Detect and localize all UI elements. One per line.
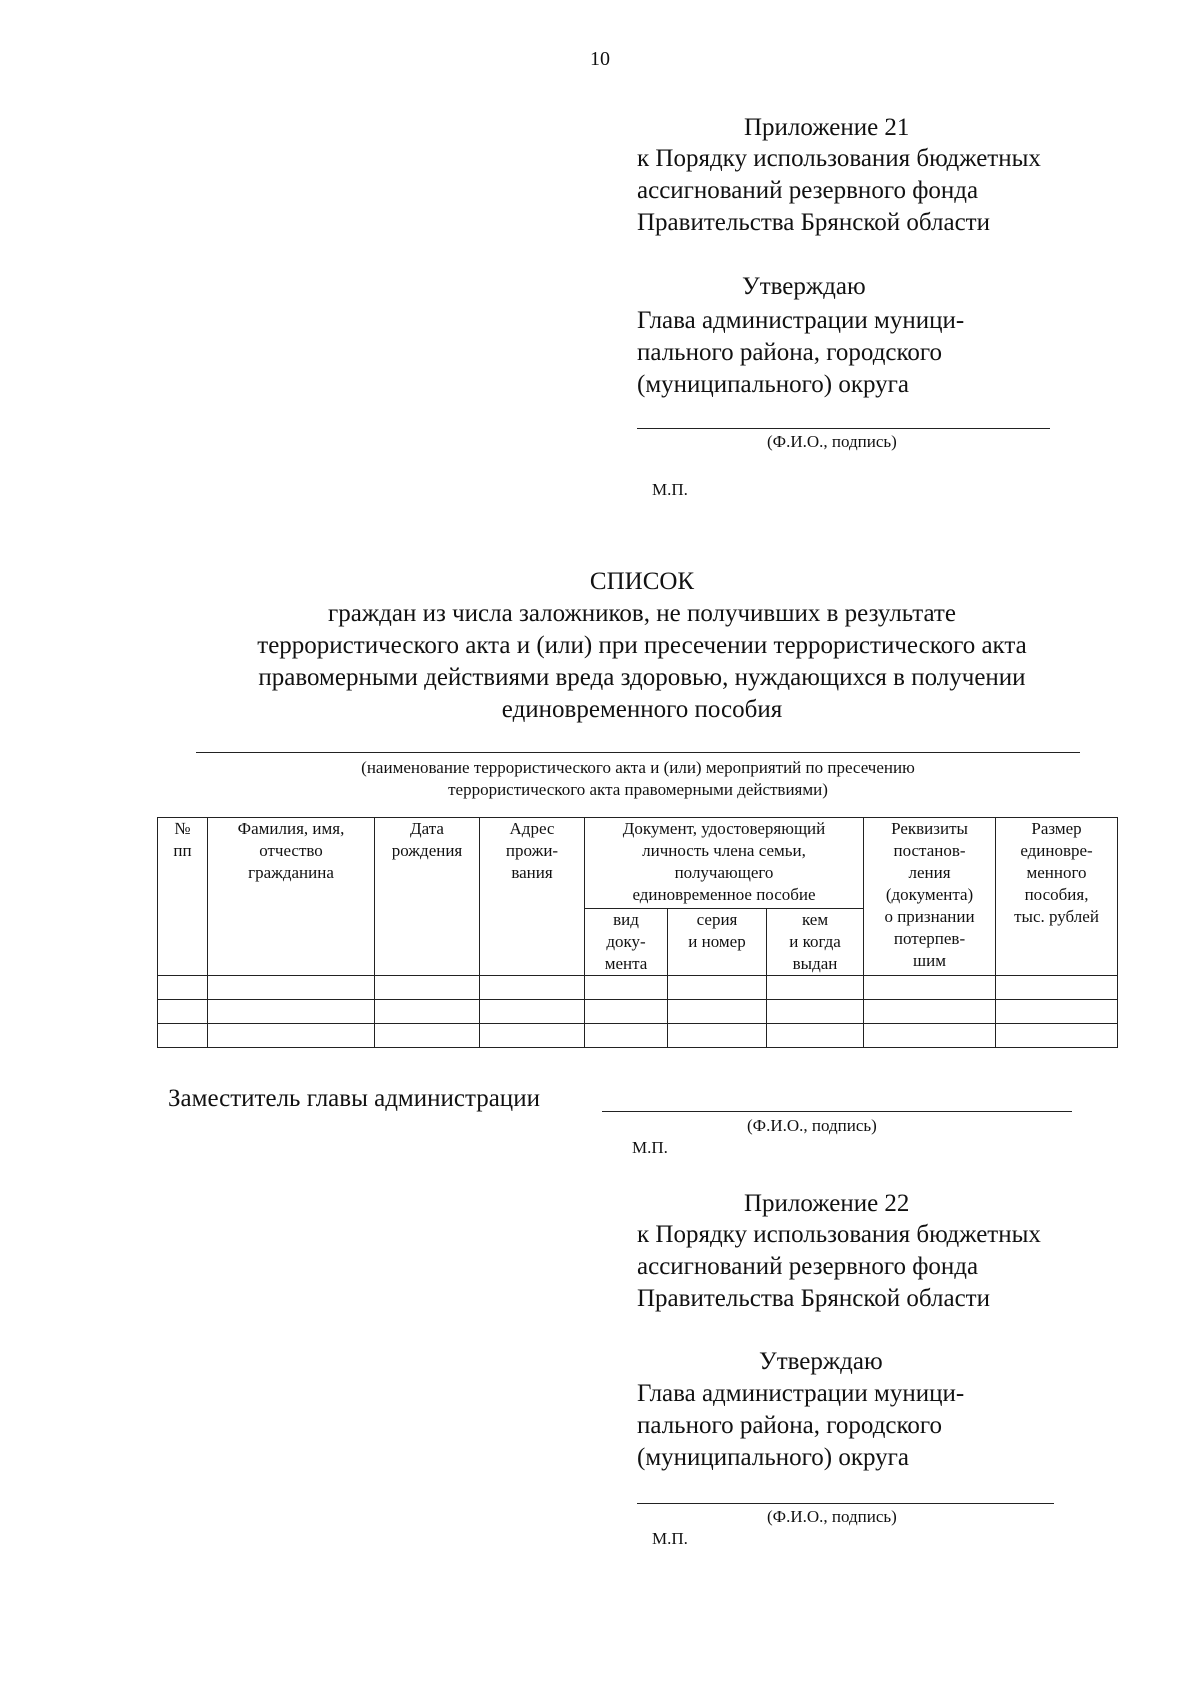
header-birth-date: Дата рождения [375,818,480,976]
appendix-21-signature-line [637,428,1050,429]
appendix-21-title: Приложение 21 [744,114,910,141]
appendix-21-signature-caption: (Ф.И.О., подпись) [767,432,897,451]
appendix-22-line: Правительства Брянской области [637,1285,990,1312]
appendix-21-head [637,305,1097,401]
header-amount: Размер единовре- менного пособия, тыс. рублей [996,818,1118,976]
table-row [158,976,1118,1000]
appendix-21-head-line: (муниципального) округа [637,371,909,398]
act-name-caption [196,757,1080,801]
act-name-line [196,752,1080,753]
appendix-22-head-line: Глава администрации муници- [637,1380,965,1407]
list-subtitle-line: граждан из числа заложников, не получивших в результате [328,600,956,627]
appendix-22-title: Приложение 22 [744,1190,910,1217]
header-name: Фамилия, имя, отчество гражданина [208,818,375,976]
header-requisites: Реквизиты постанов- ления (документа) о признании потерпев- шим [864,818,996,976]
appendix-21-head-line: пального района, городского [637,339,943,366]
appendix-21-text [637,143,1097,239]
act-name-caption-line: террористического акта правомерными действиями) [448,780,828,799]
appendix-22-approve: Утверждаю [759,1348,883,1375]
deputy-stamp: М.П. [632,1138,668,1157]
appendix-22-head-line: пального района, городского [637,1412,943,1439]
header-doc-issued: кем и когда выдан [767,909,864,976]
appendix-22-text [637,1219,1097,1315]
appendix-22-head-line: (муниципального) округа [637,1444,909,1471]
deputy-signature-caption: (Ф.И.О., подпись) [747,1116,877,1135]
appendix-21-head-line: Глава администрации муници- [637,307,965,334]
header-document: Документ, удостоверяющий личность члена семьи, получающего единовременное пособие [585,818,864,909]
appendix-21-approve: Утверждаю [742,273,866,300]
table-row [158,1024,1118,1048]
deputy-label: Заместитель главы администрации [168,1085,540,1112]
header-num: № пп [158,818,208,976]
appendix-22-head [637,1378,1097,1474]
header-doc-series: серия и номер [668,909,767,976]
appendix-22-line: к Порядку использования бюджетных [637,1221,1041,1248]
appendix-22-stamp: М.П. [652,1529,688,1548]
deputy-signature-line [602,1111,1072,1112]
header-address: Адрес прожи- вания [480,818,585,976]
appendix-21-stamp: М.П. [652,480,688,499]
table-header-row [158,818,1118,909]
appendix-21-line: Правительства Брянской области [637,209,990,236]
appendix-21-line: ассигнований резервного фонда [637,177,979,204]
appendix-22-signature-caption: (Ф.И.О., подпись) [767,1507,897,1526]
list-subtitle-line: единовременного пособия [501,696,783,723]
list-subtitle-line: террористического акта и (или) при пресечении террористического акта [257,632,1027,659]
header-doc-type: вид доку- мента [585,909,668,976]
list-title: СПИСОК [589,568,695,595]
appendix-22-signature-line [637,1503,1054,1504]
page-number: 10 [590,48,610,70]
appendix-22-line: ассигнований резервного фонда [637,1253,979,1280]
list-subtitle [0,598,1200,726]
list-subtitle-line: правомерными действиями вреда здоровью, нуждающихся в получении [258,664,1026,691]
citizens-table [157,817,1118,1048]
table-row [158,1000,1118,1024]
act-name-caption-line: (наименование террористического акта и (или) мероприятий по пресечению [361,758,915,777]
appendix-21-line: к Порядку использования бюджетных [637,145,1041,172]
